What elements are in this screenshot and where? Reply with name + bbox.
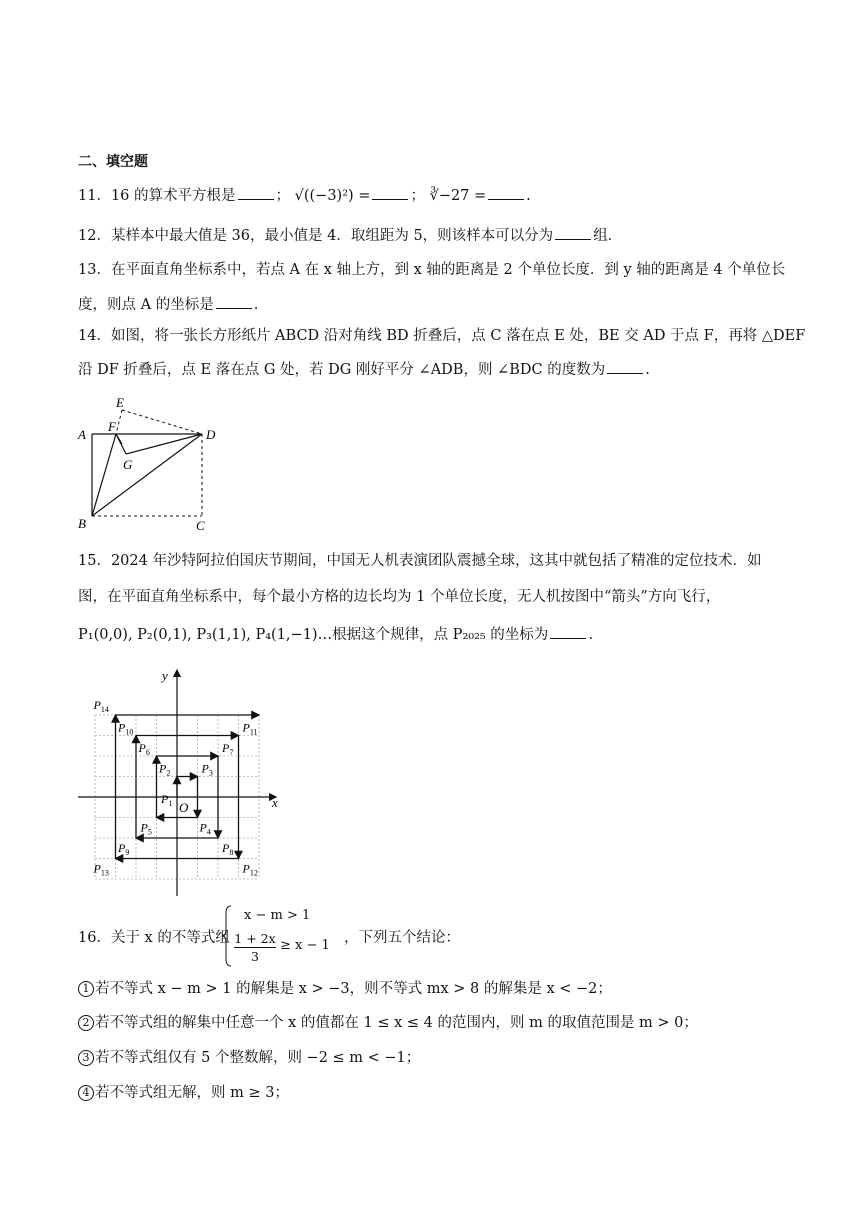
question-15-line2: 图，在平面直角坐标系中，每个最小方格的边长均为 1 个单位长度，无人机按图中“箭头”方向飞行， (78, 589, 721, 605)
conclusion-3 (78, 1048, 420, 1068)
q14-end: . (645, 362, 650, 378)
question-16-suffix: ，下列五个结论： (344, 930, 460, 946)
answer-blank (216, 294, 252, 309)
answer-blank (488, 185, 524, 200)
point-label-p1: $P_1$ (161, 792, 173, 808)
question-12 (78, 225, 622, 246)
answer-blank (238, 185, 274, 200)
answer-blank (550, 624, 586, 639)
question-14-line1: 14．如图，将一张长方形纸片 ABCD 沿对角线 BD 折叠后，点 C 落在点 E 处，BE 交 AD 于点 F，再将 △DEF (78, 328, 806, 344)
label-x-axis: x (272, 795, 278, 810)
q11-sep: ； (410, 188, 425, 204)
circled-number-2: 2 (78, 1015, 94, 1031)
answer-blank (372, 185, 408, 200)
point-label-p14: $P_{14}$ (93, 698, 109, 714)
question-11 (78, 185, 531, 206)
q11-cbrt-expr: ∛−27 = (429, 188, 487, 204)
q15-text: P₁(0,0), P₂(0,1), P₃(1,1), P₄(1,−1)…根据这个规律，点 P₂₀₂₅ 的坐标为 (78, 627, 549, 643)
answer-blank (555, 225, 591, 240)
inequality-2-numerator: 1 + 2x (234, 931, 276, 946)
question-16-prefix: 16．关于 x 的不等式组 (78, 930, 230, 946)
point-label-p3: $P_3$ (201, 761, 213, 778)
point-label-p6: $P_6$ (138, 741, 150, 757)
segment-bf (92, 434, 116, 516)
conclusion-text: 若不等式组的解集中任意一个 x 的值都在 1 ≤ x ≤ 4 的范围内，则 m 的取值范围是 m > 0； (95, 1015, 698, 1031)
circled-number-1: 1 (78, 981, 94, 997)
label-f: F (108, 419, 116, 434)
label-e: E (116, 395, 124, 410)
question-13-line1: 13．在平面直角坐标系中，若点 A 在 x 轴上方，到 x 轴的距离是 2 个单位长度．到 y 轴的距离是 4 个单位长 (78, 262, 786, 278)
point-label-p2: $P_2$ (159, 761, 171, 778)
conclusion-4 (78, 1083, 289, 1103)
conclusion-text: 若不等式 x − m > 1 的解集是 x > −3，则不等式 mx > 8 的解集是 x < −2； (95, 981, 612, 997)
q13-text: 度，则点 A 的坐标是 (78, 297, 214, 313)
question-14-line2 (78, 359, 650, 380)
q15-end: . (588, 627, 593, 643)
q11-sqrt-expr: √((−3)²) = (294, 188, 371, 204)
conclusion-text: 若不等式组无解，则 m ≥ 3； (95, 1085, 289, 1101)
point-label-p10: $P_{10}$ (118, 720, 134, 737)
label-d: D (206, 427, 216, 442)
q11-end: . (526, 188, 531, 204)
inequality-2-rest: ≥ x − 1 (280, 938, 330, 953)
point-label-p5: $P_5$ (140, 820, 152, 837)
point-label-p13: $P_{13}$ (93, 861, 109, 878)
fraction-bar (234, 947, 276, 948)
label-y-axis: y (162, 668, 168, 683)
label-origin: O (179, 800, 189, 815)
q11-sep: ； (275, 188, 291, 204)
q13-end: . (253, 297, 259, 313)
inequality-2-denominator: 3 (251, 949, 259, 964)
label-g: G (123, 457, 133, 472)
q14-text: 沿 DF 折叠后，点 E 落在点 G 处，若 DG 刚好平分 ∠ADB，则 ∠BDC 的度数为 (78, 362, 606, 378)
segment-fg-2 (116, 434, 122, 444)
q11-text: 11．16 的算术平方根是 (78, 188, 236, 204)
point-label-p11: $P_{11}$ (242, 720, 258, 737)
question-13-line2 (78, 294, 258, 315)
conclusion-text: 若不等式组仅有 5 个整数解，则 −2 ≤ m < −1； (95, 1050, 421, 1066)
brace-icon (222, 905, 232, 967)
section-heading: 二、填空题 (78, 154, 148, 170)
question-15-line1: 15．2024 年沙特阿拉伯国庆节期间，中国无人机表演团队震撼全球，这其中就包括了精准的定位技术．如 (78, 553, 762, 569)
circled-number-4: 4 (78, 1085, 94, 1101)
point-label-p4: $P_4$ (199, 820, 211, 837)
point-label-p8: $P_8$ (222, 841, 234, 857)
diagonal-bd (92, 434, 202, 516)
q12-text: 12．某样本中最大值是 36，最小值是 4．取组距为 5，则该样本可以分为 (78, 228, 554, 244)
answer-blank (607, 359, 643, 374)
label-c: C (196, 518, 205, 532)
conclusion-2 (78, 1013, 698, 1033)
question-15-line3 (78, 624, 593, 645)
point-label-p7: $P_7$ (222, 741, 234, 757)
segment-ef (116, 410, 122, 434)
rectangle-fold-figure (70, 392, 230, 532)
drone-spiral-grid-figure (76, 666, 286, 898)
label-a: A (78, 427, 86, 442)
label-b: B (78, 516, 86, 531)
segment-ed (122, 410, 202, 434)
point-label-p9: $P_9$ (118, 841, 130, 857)
inequality-1: x − m > 1 (244, 908, 311, 923)
segment-gd (126, 434, 202, 454)
q12-end: 组． (593, 228, 623, 244)
circled-number-3: 3 (78, 1050, 94, 1066)
point-label-p12: $P_{12}$ (242, 861, 258, 878)
conclusion-1 (78, 979, 612, 999)
